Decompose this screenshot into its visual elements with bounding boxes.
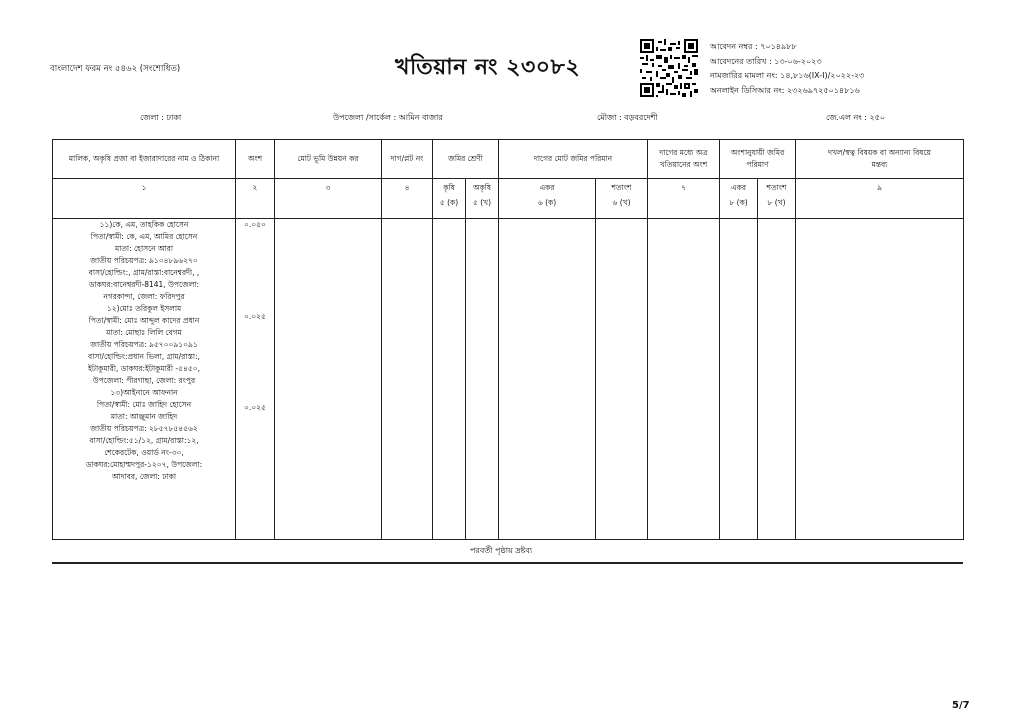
khatian-table (52, 139, 964, 540)
district-label: জেলা : ঢাকা (140, 113, 182, 122)
owner-line: ডাকঘর:মোহাম্মদপুর-১২০৭, উপজেলা: (85, 460, 203, 469)
owner-line: মাতা: মোছাঃ লিলি বেগম (106, 328, 182, 337)
owner-line: বাসা/হোল্ডিং:প্রধান ভিলা, গ্রাম/রাস্তা:, (88, 352, 200, 361)
col-8b-number: ৮ (খ) (767, 198, 786, 207)
header-dag: দাগ/প্লট নং (382, 140, 433, 179)
owner-line: শেকেরটেক, ওয়ার্ড নং-৩০, (104, 448, 184, 457)
owner-line: জাতীয় পরিচয়পত্র: ২৮৫৭৮৫৪৫৬২ (90, 424, 198, 433)
application-meta (710, 40, 864, 98)
col-6b (596, 179, 648, 219)
dag-acre-cell (499, 219, 596, 540)
owner-line: উপজেলা: পীরগাছা, জেলা: রংপুর (92, 376, 196, 385)
owner-line: ইটাকুমারী, ডাকঘর:ইটাকুমারী -৫৪৫০, (88, 364, 200, 373)
owner-line: পিতা/স্বামী: কে, এম, আমির হোসেন (90, 232, 198, 241)
dag-share-cell (648, 219, 720, 540)
col-number-2: ২ (236, 179, 275, 219)
owner-line: জাতীয় পরিচয়পত্র: ৯১০৪৮৯৬২৭০ (90, 256, 198, 265)
col-8b-label: শতাংশ (766, 183, 787, 192)
col-5a-number: ৫ (ক) (439, 198, 459, 207)
col-8a (720, 179, 758, 219)
online-dcr-number: অনলাইন ডিসিআর নং: ২৩২৬৯৭২৫০১৪৮১৬ (710, 85, 860, 95)
owner-line: মাতা: হোসনে আরা (114, 244, 174, 253)
col-8a-number: ৮ (ক) (729, 198, 748, 207)
mutation-case-number: নামজারির মামলা নং: ১৪,৮১৬(IX-I)/২০২২-২৩ (710, 71, 865, 80)
header-dag-total: দাগের মোট জমির পরিমান (499, 140, 648, 179)
upazila-label: উপজেলা /সার্কেল : আমিন বাজার (333, 113, 443, 122)
owner-line: ১১)কে, এম, তাহকিক হোসেন (99, 220, 189, 229)
col-5a-label: কৃষি (443, 183, 455, 192)
col-5b-label: অকৃষি (472, 183, 492, 192)
dag-decimal-cell (596, 219, 648, 540)
owner-line: ডাকঘর:বানেশ্বরদী-8141, উপজেলা: (88, 280, 200, 289)
header-land-class: জমির শ্রেণী (433, 140, 499, 179)
col-5b (466, 179, 499, 219)
owner-line: ১২)মোঃ তরিকুল ইসলাম (106, 304, 182, 313)
owner-share: ০.০২৫ (244, 311, 266, 321)
col-number-7: ৭ (648, 179, 720, 219)
share-decimal-cell (758, 219, 796, 540)
col-number-3: ৩ (275, 179, 382, 219)
col-8b (758, 179, 796, 219)
owners-row (53, 219, 964, 540)
owner-share: ০.০২৫ (244, 403, 266, 413)
owners-cell (53, 219, 236, 540)
header-remarks: দখল/স্বত্ব বিষয়ক বা অন্যান্য বিষয়ে মন্তব্য (796, 140, 964, 179)
next-page-note: পরবর্তী পৃষ্ঠায় দ্রষ্টব্য (470, 546, 533, 555)
non-agri-cell (466, 219, 499, 540)
header-dag-share: দাগের মধ্যে অত্র খতিয়ানের অংশ (648, 140, 720, 179)
owner-line: পিতা/স্বামী: মোঃ আব্দুল কাদের প্রধান (88, 316, 200, 325)
owner-line: মাতা: আঞ্জুমান জাহিদ (110, 412, 178, 421)
col-5b-number: ৫ (খ) (472, 198, 492, 207)
application-date: আবেদনের তারিখ : ১৩-০৬-২০২৩ (710, 56, 822, 66)
divider (52, 562, 963, 564)
owner-share: ০.০৫০ (244, 220, 266, 229)
tax-cell (275, 219, 382, 540)
owner-line: পিতা/স্বামী: মোঃ জাহিদ হোসেন (96, 400, 192, 409)
owner-line: ১৩)আইনানে আফনান (110, 388, 178, 397)
col-6a-label: একর (539, 183, 555, 192)
owner-line: জাতীয় পরিচয়পত্র: ৯৫৭০০৯১০৯১ (90, 340, 198, 349)
shares-cell (236, 219, 275, 540)
col-6a (499, 179, 596, 219)
header-share-land: অংশানুযায়ী জমির পরিমাণ (720, 140, 796, 179)
col-6a-number: ৬ (ক) (537, 198, 557, 207)
header-owner: মালিক, অকৃষি প্রজা বা ইজারাদারের নাম ও ঠিকানা (53, 140, 236, 179)
col-6b-number: ৬ (খ) (612, 198, 631, 207)
col-5a (433, 179, 466, 219)
col-number-9: ৯ (796, 179, 964, 219)
mouza-label: মৌজা : বড়বরদেশী (597, 113, 658, 122)
khatian-title: খতিয়ান নং ২৩০৮২ (395, 55, 581, 80)
owner-line: বাসা/হোল্ডিং:, গ্রাম/রাস্তা:বানেশ্বরদী, , (88, 268, 200, 277)
header-row (53, 140, 964, 179)
agri-cell (433, 219, 466, 540)
owner-line: নগরকান্দা, জেলা: ফরিদপুর (103, 292, 185, 301)
form-number: বাংলাদেশ ফরম নং ৫৪৬২ (সংশোধিত) (50, 64, 181, 74)
header-tax: মোট ভূমি উন্নয়ন কর (275, 140, 382, 179)
application-number: আবেদন নম্বর : ৭০১৪৯৮৮ (710, 42, 797, 51)
owner-line: বাসা/হোল্ডিং:৫১/১২, গ্রাম/রাস্তা:১২, (89, 436, 199, 445)
share-acre-cell (720, 219, 758, 540)
column-number-row (53, 179, 964, 219)
col-number-4: ৪ (382, 179, 433, 219)
header-share: অংশ (236, 140, 275, 179)
jl-number-label: জে.এল নং : ২৫০ (826, 113, 886, 122)
owner-line: আদাবর, জেলা: ঢাকা (111, 472, 177, 481)
qr-code (640, 39, 698, 97)
col-8a-label: একর (730, 183, 747, 192)
col-6b-label: শতাংশ (611, 183, 632, 192)
page-number: 5/7 (952, 700, 970, 711)
col-number-1: ১ (53, 179, 236, 219)
remarks-cell (796, 219, 964, 540)
dag-cell (382, 219, 433, 540)
